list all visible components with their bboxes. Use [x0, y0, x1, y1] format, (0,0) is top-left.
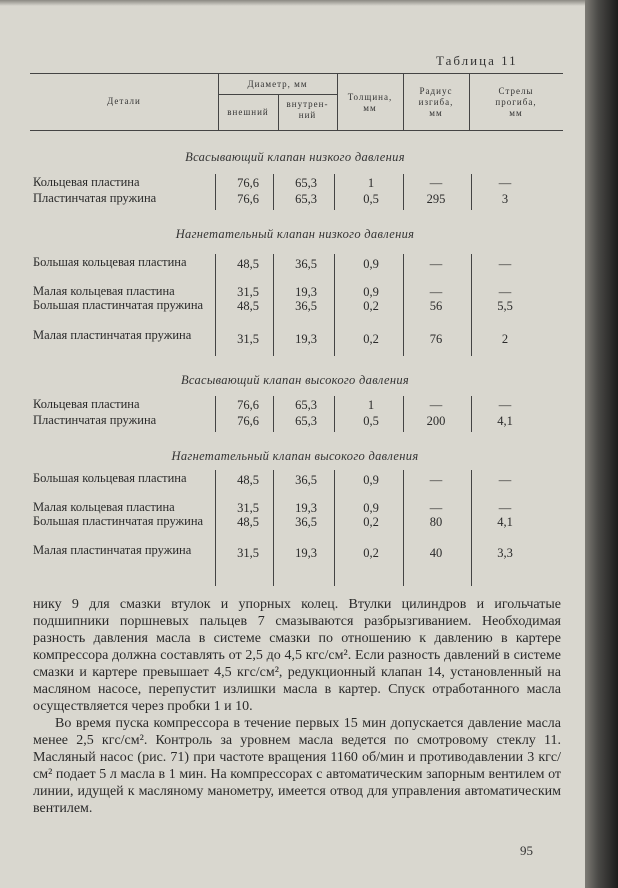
cell-outer: 76,6	[237, 176, 259, 190]
cell-inner: 65,3	[295, 414, 317, 428]
header-bottom-rule	[30, 130, 563, 131]
cell-thickness: 1	[367, 176, 375, 190]
cell-deflection: 4,1	[497, 414, 513, 428]
table-row	[0, 329, 585, 359]
section-title: Всасывающий клапан низкого давления	[185, 150, 405, 164]
header-diameter: Диаметр, мм	[247, 79, 308, 89]
header-outer: внешний	[227, 107, 269, 117]
cell-deflection: —	[498, 398, 512, 412]
section-title: Всасывающий клапан высокого давления	[181, 373, 409, 387]
row-name: Кольцевая пластина	[33, 175, 140, 189]
table-row	[0, 299, 585, 329]
cell-inner: 65,3	[295, 176, 317, 190]
header-radius-line1: Радиус	[419, 86, 453, 96]
header-inner-line1: внутрен-	[286, 99, 329, 109]
cell-deflection: 5,5	[497, 299, 513, 313]
row-name: Большая пластинчатая пружина	[33, 514, 204, 528]
cell-thickness: 0,2	[363, 546, 379, 560]
cell-outer: 76,6	[237, 192, 259, 206]
cell-outer: 31,5	[237, 285, 259, 299]
cell-inner: 19,3	[295, 332, 317, 346]
header-deflection	[469, 86, 563, 119]
header-thickness-line2: мм	[363, 103, 377, 113]
cell-radius: —	[429, 285, 443, 299]
cell-radius: 40	[429, 546, 443, 560]
cell-thickness: 0,9	[363, 473, 379, 487]
cell-thickness: 1	[367, 398, 375, 412]
table-row	[0, 515, 585, 545]
header-deflection-line3: мм	[509, 108, 523, 118]
cell-outer: 31,5	[237, 546, 259, 560]
header-inner	[278, 99, 337, 121]
header-radius-line3: мм	[429, 108, 443, 118]
cell-inner: 65,3	[295, 398, 317, 412]
header-thickness-line1: Толщина,	[347, 92, 393, 102]
page-top-edge	[0, 0, 585, 6]
paragraph: Во время пуска компрессора в течение первых 15 мин допускается давление масла менее 2,5 кгс/см². Контроль за уровнем масла ведется по смотровому стеклу 11. Масляный насос (рис. 71) при частоте вращения 1160 об/мин и противодавлении 3 кгс/см² подает 5 л масла в 1 мин. На компрессорах с автоматическим запорным вентилем от линии, идущей к масляному манометру, имеется отвод для управления автоматическим вентилем.	[33, 716, 561, 816]
header-radius-line2: изгиба,	[418, 97, 454, 107]
cell-inner: 19,3	[295, 501, 317, 515]
cell-thickness: 0,2	[363, 515, 379, 529]
cell-outer: 48,5	[237, 257, 259, 271]
header-deflection-line2: прогиба,	[495, 97, 537, 107]
cell-deflection: —	[498, 501, 512, 515]
cell-deflection: 3,3	[497, 546, 513, 560]
cell-inner: 19,3	[295, 285, 317, 299]
cell-inner: 65,3	[295, 192, 317, 206]
cell-outer: 48,5	[237, 515, 259, 529]
cell-radius: —	[429, 501, 443, 515]
table-row	[0, 544, 585, 574]
row-name: Пластинчатая пружина	[33, 191, 157, 205]
paragraph: нику 9 для смазки втулок и упорных колец. Втулки цилиндров и игольчатые подшипники поршневых пальцев 7 смазываются разбрызгиванием. Необходимая разность давления масла в системе смазки по отношению к давлению в картере компрессора должна составлять от 2,5 до 4,5 кгс/см². Если разность давлений в системе смазки и картере превышает 4,5 кгс/см², редукционный клапан 14, установленный на масляном насосе, перепустит излишки масла в картер. Спуск отработанного масла осуществляется через пробки 1 и 10.	[33, 597, 561, 714]
cell-inner: 36,5	[295, 299, 317, 313]
table-title: Таблица 11	[436, 53, 518, 68]
row-name: Малая кольцевая пластина	[33, 284, 175, 298]
table-row	[0, 472, 585, 502]
cell-deflection: —	[498, 473, 512, 487]
cell-outer: 48,5	[237, 299, 259, 313]
cell-radius: —	[429, 473, 443, 487]
cell-thickness: 0,9	[363, 501, 379, 515]
cell-outer: 76,6	[237, 414, 259, 428]
cell-deflection: —	[498, 257, 512, 271]
header-detail: Детали	[107, 96, 141, 106]
cell-inner: 36,5	[295, 473, 317, 487]
header-inner-line2: ний	[298, 110, 317, 120]
cell-radius: 295	[426, 192, 446, 206]
cell-radius: —	[429, 398, 443, 412]
row-name: Пластинчатая пружина	[33, 413, 157, 427]
row-name: Малая пластинчатая пружина	[33, 543, 192, 557]
cell-outer: 48,5	[237, 473, 259, 487]
row-name: Малая пластинчатая пружина	[33, 328, 192, 342]
cell-outer: 76,6	[237, 398, 259, 412]
cell-deflection: —	[498, 176, 512, 190]
cell-outer: 31,5	[237, 501, 259, 515]
cell-deflection: 3	[501, 192, 509, 206]
cell-thickness: 0,2	[363, 332, 379, 346]
table-row	[0, 192, 585, 222]
cell-radius: —	[429, 176, 443, 190]
row-name: Большая пластинчатая пружина	[33, 298, 204, 312]
row-name: Большая кольцевая пластина	[33, 471, 187, 485]
header-deflection-line1: Стрелы	[498, 86, 534, 96]
cell-thickness: 0,9	[363, 285, 379, 299]
cell-inner: 36,5	[295, 515, 317, 529]
cell-radius: 56	[429, 299, 443, 313]
cell-thickness: 0,2	[363, 299, 379, 313]
cell-inner: 36,5	[295, 257, 317, 271]
cell-radius: 200	[426, 414, 446, 428]
cell-thickness: 0,5	[363, 414, 379, 428]
cell-outer: 31,5	[237, 332, 259, 346]
header-radius	[403, 86, 469, 119]
cell-deflection: 4,1	[497, 515, 513, 529]
body-text	[33, 596, 561, 817]
cell-inner: 19,3	[295, 546, 317, 560]
section-title: Нагнетательный клапан низкого давления	[175, 227, 415, 241]
cell-radius: 80	[429, 515, 443, 529]
cell-thickness: 0,9	[363, 257, 379, 271]
cell-deflection: 2	[501, 332, 509, 346]
header-thickness	[337, 92, 403, 114]
table-row	[0, 256, 585, 286]
book-spine	[585, 0, 618, 888]
page-number: 95	[520, 843, 533, 858]
row-name: Кольцевая пластина	[33, 397, 140, 411]
cell-radius: —	[429, 257, 443, 271]
table-top-rule	[30, 73, 563, 74]
row-name: Большая кольцевая пластина	[33, 255, 187, 269]
cell-radius: 76	[429, 332, 443, 346]
cell-deflection: —	[498, 285, 512, 299]
table-row	[0, 414, 585, 444]
row-name: Малая кольцевая пластина	[33, 500, 175, 514]
cell-thickness: 0,5	[363, 192, 379, 206]
section-title: Нагнетательный клапан высокого давления	[171, 449, 419, 463]
